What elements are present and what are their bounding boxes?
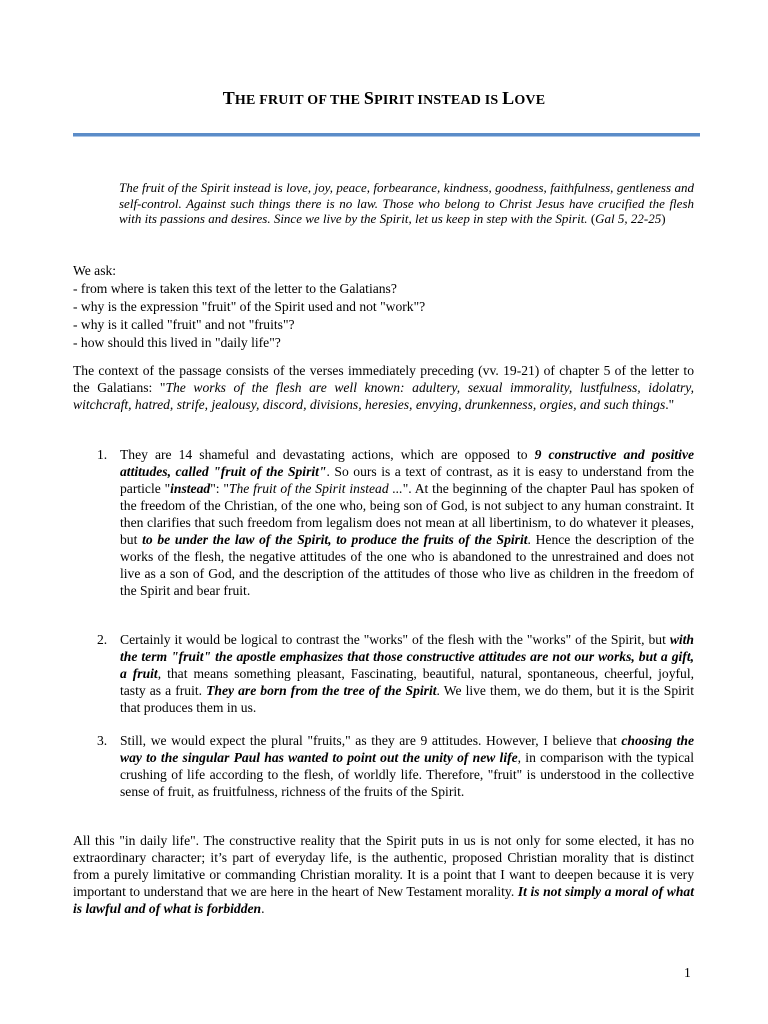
list-number: 2. bbox=[97, 632, 108, 647]
list-item-text bbox=[120, 732, 694, 800]
text-run: ": " bbox=[210, 481, 229, 496]
context-end: ." bbox=[665, 397, 675, 412]
closing-paragraph bbox=[73, 832, 694, 917]
title-cap-3: L bbox=[502, 88, 515, 108]
text-run: , in comparison with the typical crushing of life according to the flesh, of worldly life. Therefore, "fruit" is understood in the collective sense of fruit, as fruitfulness, richness of the fruits of the Spirit. bbox=[120, 750, 694, 799]
text-run: ". At the beginning of the chapter Paul has spoken of the freedom of the Christian, of the one who, being son of God, is not subject to any human constraint. It then clarifies that such freedom from legalism does not mean at all libertinism, to do whatever it pleases, but bbox=[120, 481, 694, 547]
closing-end: . bbox=[261, 901, 265, 916]
text-run: Certainly it would be logical to contrast the "works" of the flesh with the "works" of the Spirit, but bbox=[120, 632, 670, 647]
question-item: - why is the expression "fruit" of the Spirit used and not "work"? bbox=[73, 299, 426, 314]
text-run: . We live them, we do them, but it is the Spirit that produces them in us. bbox=[120, 683, 694, 715]
italic-run: The fruit of the Spirit instead ... bbox=[228, 481, 403, 496]
emphasis-run: 9 constructive and positive attitudes, called "fruit of the Spirit" bbox=[120, 447, 695, 479]
question-item: - why is it called "fruit" and not "fruits"? bbox=[73, 317, 295, 332]
text-run: , that means something pleasant, Fascinating, beautiful, natural, spontaneous, cheerful, joyful, tasty as a fruit. bbox=[120, 666, 694, 698]
closing-emphasis: It is not simply a moral of what is lawful and of what is forbidden bbox=[73, 884, 694, 916]
list-item-text bbox=[120, 631, 694, 716]
list-item bbox=[73, 631, 694, 716]
list-number: 1. bbox=[97, 447, 108, 462]
context-paragraph bbox=[73, 362, 694, 413]
title-divider bbox=[73, 133, 700, 137]
emphasis-run: choosing the way to the singular Paul has wanted to point out the unity of new life bbox=[120, 733, 694, 765]
list-number: 3. bbox=[97, 733, 108, 748]
question-item: - how should this lived in "daily life"? bbox=[73, 335, 281, 350]
emphasis-run: with the term "fruit" the apostle emphasizes that those constructive attitudes are not our works, but a gift, a fruit bbox=[120, 632, 694, 681]
quote-reference: Gal 5, 22-25 bbox=[595, 211, 662, 227]
text-run: Still, we would expect the plural "fruits," as they are 9 attitudes. However, I believe that bbox=[120, 733, 622, 748]
question-item: - from where is taken this text of the letter to the Galatians? bbox=[73, 281, 397, 296]
page-number: 1 bbox=[684, 965, 691, 980]
context-quote: The works of the flesh are well known: adultery, sexual immorality, lustfulness, idolatry, witchcraft, hatred, strife, jealousy, discord, divisions, heresies, envying, drunkenness, orgies, and such things bbox=[73, 380, 694, 412]
scripture-quote bbox=[119, 180, 694, 227]
text-run: They are 14 shameful and devastating actions, which are opposed to bbox=[120, 447, 535, 462]
list-item bbox=[73, 446, 694, 599]
questions-intro: We ask: bbox=[73, 263, 117, 278]
emphasis-run: instead bbox=[170, 481, 211, 496]
title-rest-1: HE FRUIT OF THE bbox=[234, 93, 364, 108]
text-run: . So ours is a text of contrast, as it is easy to understand from the particle " bbox=[120, 464, 694, 496]
emphasis-run: They are born from the tree of the Spirit bbox=[206, 683, 437, 698]
title-cap-1: T bbox=[222, 88, 235, 108]
title-cap-2: S bbox=[363, 88, 375, 108]
text-run: . Hence the description of the works of the flesh, the negative attitudes of the one who is abandoned to the unrestrained and does not live as a son of God, and the description of the attitudes of those who live as children in the freedom of the Spirit and bear fruit. bbox=[120, 532, 694, 598]
list-item-text bbox=[120, 446, 694, 599]
title-rest-2: PIRIT INSTEAD IS bbox=[374, 93, 503, 108]
closing-text: All this "in daily life". The constructive reality that the Spirit puts in us is not only for some elected, it has no extraordinary character; it’s part of everyday life, is the authentic, proposed Christian morality that is distinct from a purely limitative or commanding Christian morality. It is a point that I want to deepen because it is very important to understand that we are here in the heart of New Testament morality. bbox=[73, 833, 694, 899]
title-rest-3: OVE bbox=[514, 93, 546, 108]
context-lead: The context of the passage consists of the verses immediately preceding (vv. 19-21) of chapter 5 of the letter to the Galatians: " bbox=[73, 363, 694, 395]
page-title bbox=[0, 88, 768, 109]
quote-ref-open: ( bbox=[587, 211, 596, 227]
list-item bbox=[73, 732, 694, 800]
quote-ref-close: ) bbox=[661, 211, 666, 227]
quote-text: The fruit of the Spirit instead is love, joy, peace, forbearance, kindness, goodness, faithfulness, gentleness and self-control. Against such things there is no law. Those who belong to Christ Jesus have crucified the flesh with its passions and desires. Since we live by the Spirit, let us keep in step with the Spirit. bbox=[119, 180, 694, 227]
questions-block bbox=[73, 262, 425, 352]
emphasis-run: to be under the law of the Spirit, to produce the fruits of the Spirit bbox=[142, 532, 528, 547]
